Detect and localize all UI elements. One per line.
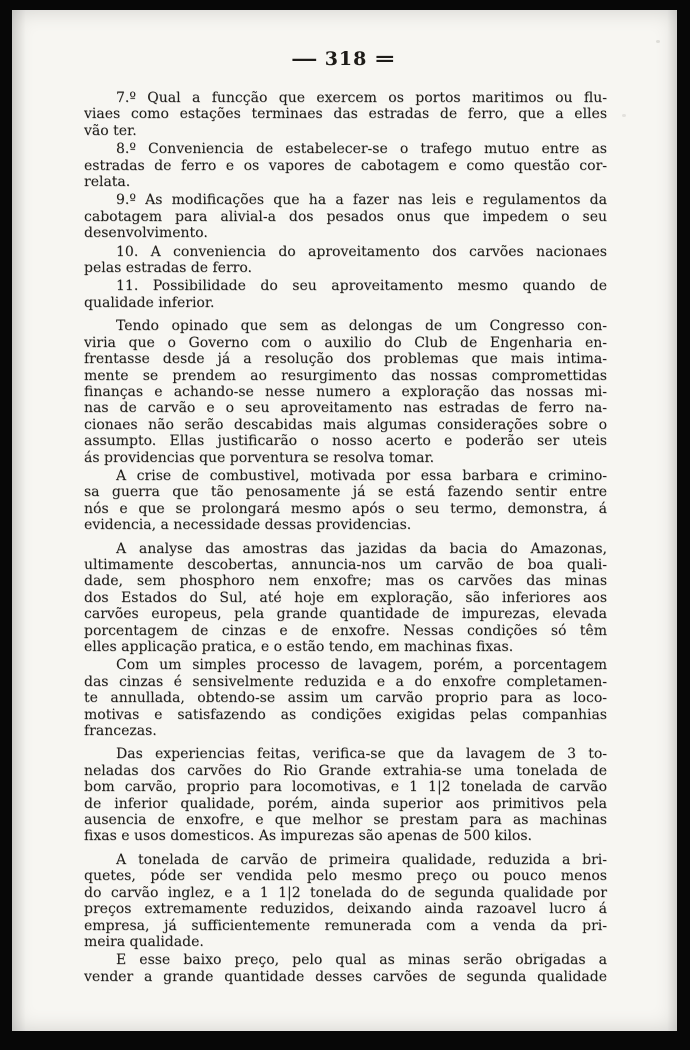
text-line: pelas estradas de ferro. bbox=[84, 260, 252, 277]
page-body bbox=[84, 90, 607, 985]
text-line: desenvolvimento. bbox=[84, 225, 208, 242]
text-line: A crise de combustivel, motivada por essa barbara e crimino- bbox=[116, 467, 607, 484]
text-line: dade, sem phosphoro nem enxofre; mas os carvões das minas bbox=[84, 573, 607, 590]
header-right-ornament: = bbox=[373, 48, 398, 70]
text-line: elles applicação pratica, e o estão tendo, em machinas fixas. bbox=[84, 639, 514, 655]
text-line: relata. bbox=[84, 174, 131, 191]
text-line: ausencia de enxofre, e que melhor se prestam para as machinas bbox=[84, 812, 607, 829]
paragraph bbox=[84, 852, 607, 950]
text-line: porcentagem de cinzas e de enxofre. Nessas condições só têm bbox=[84, 622, 607, 639]
paragraph bbox=[84, 244, 607, 277]
paragraph bbox=[84, 141, 607, 190]
text-line: cionaes não serão descabidas mais algumas considerações sobre o bbox=[84, 416, 607, 433]
text-line: Tendo opinado que sem as delongas de um Congresso con- bbox=[116, 318, 607, 335]
text-line: bom carvão, proprio para locomotivas, e 1 1|2 tonelada de carvão bbox=[84, 779, 607, 796]
text-line: Das experiencias feitas, verifica-se que da lavagem de 3 to- bbox=[116, 746, 607, 763]
paragraph bbox=[84, 192, 607, 241]
text-line: A tonelada de carvão de primeira qualidade, reduzida a bri- bbox=[116, 851, 607, 868]
text-line: ultimamente descobertas, annuncia-nos um carvão de boa quali- bbox=[84, 556, 607, 573]
text-line: assumpto. Ellas justificarão o nosso acerto e poderão ser uteis bbox=[84, 433, 607, 450]
text-line: do carvão inglez, e a 1 1|2 tonelada do de segunda qualidade por bbox=[84, 884, 607, 901]
text-line: cabotagem para alivial-a dos pesados onus que impedem o seu bbox=[84, 208, 607, 225]
text-line: das cinzas é sensivelmente reduzida e a do enxofre completamen- bbox=[84, 673, 607, 690]
text-line: Com um simples processo de lavagem, porém, a porcentagem bbox=[116, 657, 607, 674]
page-number: 318 bbox=[324, 48, 368, 70]
text-line: vão ter. bbox=[84, 122, 137, 139]
text-line: nas de carvão e o seu aproveitamento nas estradas de ferro na- bbox=[84, 400, 607, 417]
text-line: de inferior qualidade, porém, ainda superior aos primitivos pela bbox=[84, 795, 607, 812]
paragraph bbox=[84, 541, 607, 656]
text-line: E esse baixo preço, pelo qual as minas serão obrigadas a bbox=[116, 952, 607, 969]
text-line: viria que o Governo com o auxilio do Club de Engenharia en- bbox=[84, 334, 607, 351]
text-line: meira qualidade. bbox=[84, 933, 204, 950]
text-line: 11. Possibilidade do seu aproveitamento mesmo quando de bbox=[116, 278, 607, 295]
page-header bbox=[12, 48, 677, 70]
text-line: 9.º As modificações que ha a fazer nas leis e regulamentos da bbox=[116, 192, 607, 209]
text-line: 7.º Qual a funcção que exercem os portos maritimos ou flu- bbox=[116, 90, 607, 106]
text-line: francezas. bbox=[84, 723, 157, 740]
text-line: motivas e satisfazendo as condições exigidas pelas companhias bbox=[84, 706, 607, 723]
page-sheet bbox=[12, 10, 677, 1031]
text-line: estradas de ferro e os vapores de cabotagem e como questão cor- bbox=[84, 157, 607, 174]
paragraph bbox=[84, 746, 607, 844]
text-line: preços extremamente reduzidos, deixando ainda razoavel lucro á bbox=[84, 901, 607, 918]
text-line: quetes, póde ser vendida pelo mesmo preço ou pouco menos bbox=[84, 868, 607, 885]
scan-speck bbox=[622, 114, 626, 117]
text-line: dos Estados do Sul, até hoje em exploração, são inferiores aos bbox=[84, 589, 607, 606]
text-line: frentasse desde já a resolução dos problemas que mais intima- bbox=[84, 351, 607, 368]
header-left-ornament: — bbox=[290, 48, 319, 70]
text-line: mente se prendem ao resurgimento das nossas compromettidas bbox=[84, 367, 607, 384]
text-line: te annullada, obtendo-se assim um carvão proprio para as loco- bbox=[84, 690, 607, 707]
text-line: vender a grande quantidade desses carvões de segunda qualidade bbox=[84, 968, 607, 985]
paragraph bbox=[84, 278, 607, 311]
text-line: A analyse das amostras das jazidas da bacia do Amazonas, bbox=[116, 540, 607, 557]
paragraph bbox=[84, 318, 607, 466]
paragraph bbox=[84, 952, 607, 985]
text-line: 10. A conveniencia do aproveitamento dos carvões nacionaes bbox=[116, 243, 607, 260]
paragraph bbox=[84, 90, 607, 139]
text-line: ás providencias que porventura se resolva tomar. bbox=[84, 449, 435, 466]
scan-speck bbox=[656, 40, 660, 43]
text-line: evidencia, a necessidade dessas providencias. bbox=[84, 517, 412, 534]
text-line: viaes como estações terminaes das estradas de ferro, que a elles bbox=[84, 106, 607, 123]
text-line: qualidade inferior. bbox=[84, 294, 215, 311]
text-line: nós e que se prolongará mesmo após o seu termo, demonstra, á bbox=[84, 500, 607, 517]
text-line: empresa, já sufficientemente remunerada com a venda da pri- bbox=[84, 917, 607, 934]
text-line: sa guerra que tão penosamente já se está fazendo sentir entre bbox=[84, 484, 607, 501]
paragraph bbox=[84, 468, 607, 534]
text-line: carvões europeus, pela grande quantidade de impurezas, elevada bbox=[84, 606, 607, 623]
text-line: neladas dos carvões do Rio Grande extrahia-se uma tonelada de bbox=[84, 762, 607, 779]
paragraph bbox=[84, 657, 607, 739]
text-line: 8.º Conveniencia de estabelecer-se o trafego mutuo entre as bbox=[116, 141, 607, 158]
text-line: finanças e achando-se nesse numero a exploração das nossas mi- bbox=[84, 383, 607, 400]
text-line: fixas e usos domesticos. As impurezas são apenas de 500 kilos. bbox=[84, 828, 532, 845]
